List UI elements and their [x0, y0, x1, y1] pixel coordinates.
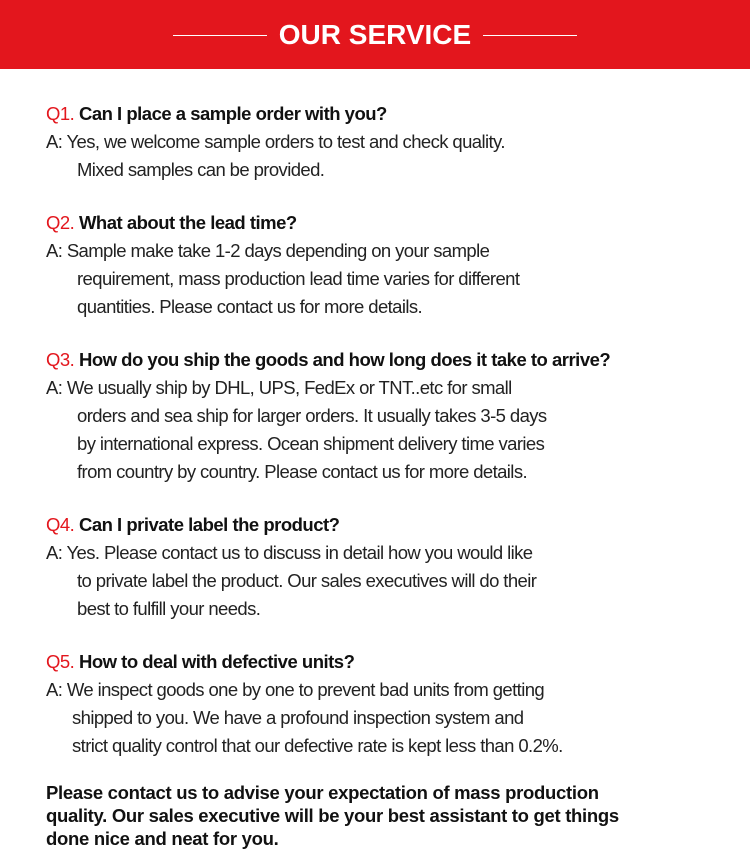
faq-item-3	[46, 347, 736, 486]
answer-line: shipped to you. We have a profound inspection system and	[72, 707, 524, 728]
answer-line: A: Sample make take 1-2 days depending on your sample	[46, 240, 490, 261]
answer-line: A: Yes. Please contact us to discuss in detail how you would like	[46, 542, 533, 563]
faq-question	[46, 101, 736, 127]
answer-line: quantities. Please contact us for more details.	[77, 296, 423, 317]
question-number: Q3.	[46, 349, 75, 370]
faq-answer	[46, 676, 736, 760]
answer-line: requirement, mass production lead time varies for different	[77, 268, 520, 289]
faq-question	[46, 649, 736, 675]
closing-line: Please contact us to advise your expectation of mass production	[46, 782, 599, 803]
answer-line: Mixed samples can be provided.	[77, 159, 325, 180]
answer-line: best to fulfill your needs.	[77, 598, 261, 619]
answer-line: from country by country. Please contact us for more details.	[77, 461, 528, 482]
faq-answer	[46, 539, 736, 623]
question-number: Q1.	[46, 103, 75, 124]
faq-item-1	[46, 101, 736, 184]
page-title: OUR SERVICE	[278, 18, 472, 50]
closing-statement	[46, 781, 746, 850]
answer-line: strict quality control that our defective rate is kept less than 0.2%.	[72, 735, 563, 756]
answer-line: A: We inspect goods one by one to prevent bad units from getting	[46, 679, 545, 700]
answer-line: A: Yes, we welcome sample orders to test and check quality.	[46, 131, 505, 152]
faq-item-4	[46, 512, 736, 623]
question-text: How to deal with defective units?	[78, 651, 355, 672]
question-number: Q4.	[46, 514, 75, 535]
question-text: How do you ship the goods and how long does it take to arrive?	[78, 349, 611, 370]
faq-question	[46, 347, 736, 373]
faq-question	[46, 210, 736, 236]
closing-line: done nice and neat for you.	[46, 828, 279, 849]
question-number: Q5.	[46, 651, 75, 672]
closing-line: quality. Our sales executive will be your best assistant to get things	[46, 805, 619, 826]
question-text: What about the lead time?	[78, 212, 297, 233]
header-banner	[0, 0, 750, 69]
faq-list	[46, 101, 736, 760]
faq-answer	[46, 237, 736, 321]
faq-item-5	[46, 649, 736, 760]
answer-line: A: We usually ship by DHL, UPS, FedEx or TNT..etc for small	[46, 377, 512, 398]
answer-line: by international express. Ocean shipment delivery time varies	[77, 433, 545, 454]
answer-line: orders and sea ship for larger orders. It usually takes 3-5 days	[77, 405, 547, 426]
question-text: Can I private label the product?	[78, 514, 340, 535]
banner-right-divider	[483, 35, 577, 36]
faq-item-2	[46, 210, 736, 321]
answer-line: to private label the product. Our sales executives will do their	[77, 570, 537, 591]
faq-answer	[46, 128, 736, 184]
faq-answer	[46, 374, 736, 486]
faq-question	[46, 512, 736, 538]
question-text: Can I place a sample order with you?	[78, 103, 387, 124]
question-number: Q2.	[46, 212, 75, 233]
banner-left-divider	[173, 35, 267, 36]
